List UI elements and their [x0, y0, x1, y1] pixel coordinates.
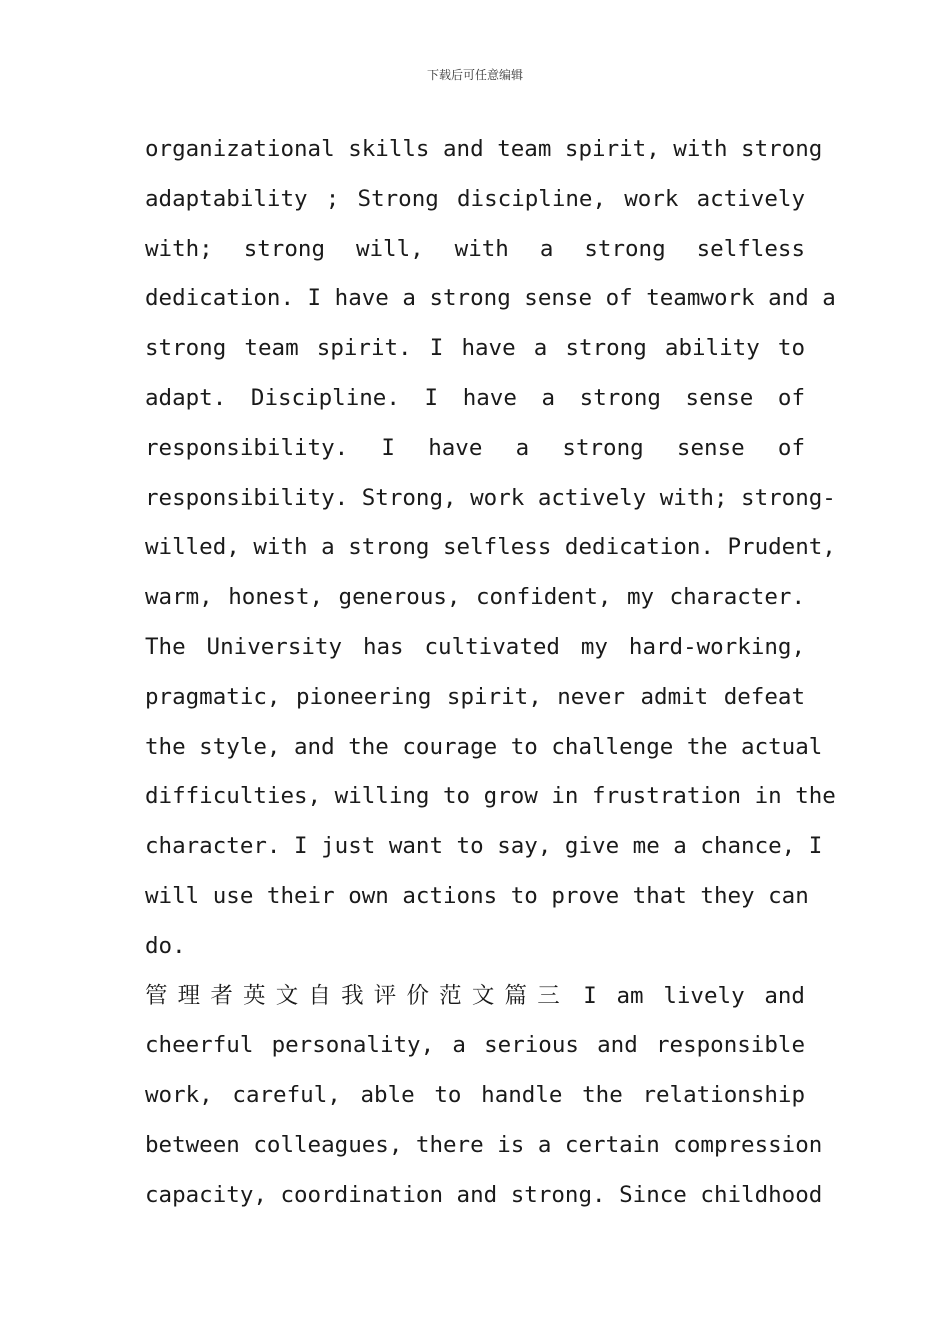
- text-line: with; strong will, with a strong selfless: [145, 235, 805, 262]
- text-line: adapt. Discipline. I have a strong sense of: [145, 384, 805, 411]
- text-line: adaptability ; Strong discipline, work actively: [145, 185, 805, 212]
- text-line: capacity, coordination and strong. Since childhood: [145, 1181, 823, 1208]
- section-heading-tail: I am lively and: [583, 982, 805, 1009]
- text-line: warm, honest, generous, confident, my character.: [145, 584, 805, 611]
- text-line: will use their own actions to prove that they can: [145, 882, 809, 909]
- page-header: 下载后可任意编辑: [426, 68, 523, 82]
- section-heading-line: [145, 972, 805, 1022]
- text-line: responsibility. Strong, work actively with; strong-: [145, 484, 836, 511]
- text-line: responsibility. I have a strong sense of: [145, 434, 805, 461]
- text-line: the style, and the courage to challenge the actual: [145, 733, 823, 760]
- text-line: between colleagues, there is a certain compression: [145, 1131, 823, 1158]
- text-line: work, careful, able to handle the relationship: [145, 1082, 805, 1109]
- section-heading: 管理者英文自我评价范文篇三: [145, 982, 570, 1009]
- text-line: dedication. I have a strong sense of teamwork and a: [145, 285, 836, 312]
- document-body: [145, 125, 836, 1221]
- text-line: strong team spirit. I have a strong ability to: [145, 335, 805, 362]
- text-line: cheerful personality, a serious and responsible: [145, 1032, 805, 1059]
- text-line: character. I just want to say, give me a chance, I: [145, 833, 823, 860]
- text-line: The University has cultivated my hard-working,: [145, 633, 805, 660]
- text-line: pragmatic, pioneering spirit, never admit defeat: [145, 683, 805, 710]
- text-line: willed, with a strong selfless dedication. Prudent,: [145, 534, 836, 561]
- text-line: do.: [145, 932, 186, 959]
- text-line: organizational skills and team spirit, with strong: [145, 136, 823, 162]
- text-line: difficulties, willing to grow in frustration in the: [145, 783, 836, 810]
